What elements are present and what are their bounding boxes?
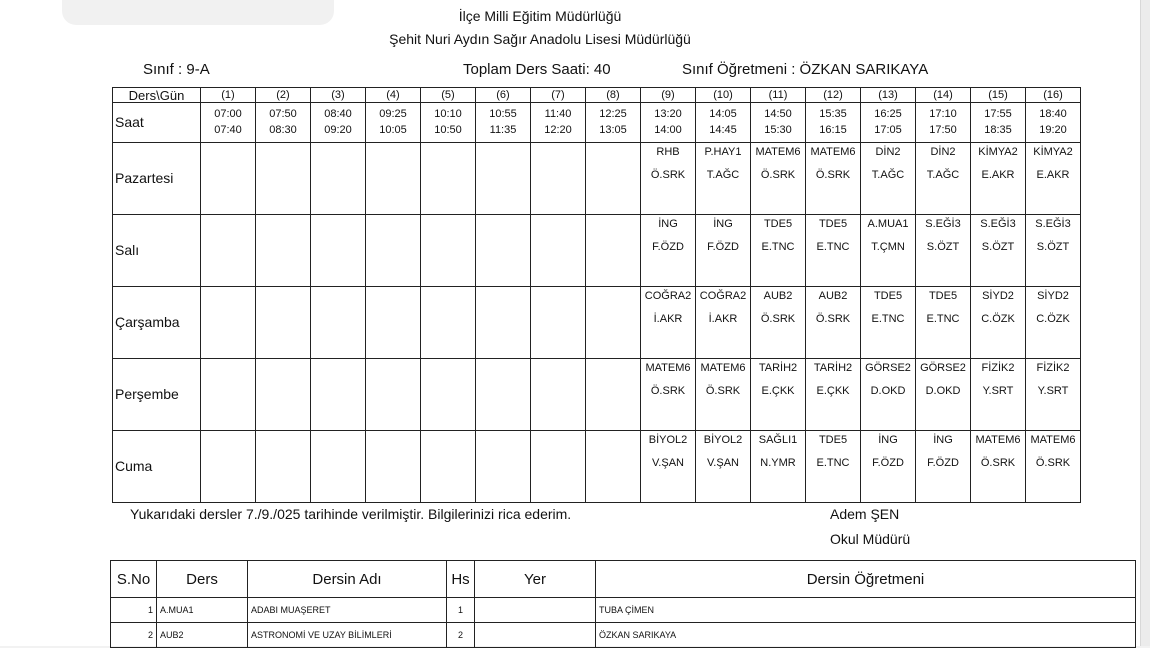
- lesson-code: TDE5: [818, 218, 848, 230]
- day-label: Cuma: [113, 431, 201, 503]
- lesson-cell: [751, 359, 806, 431]
- legend-name: ASTRONOMİ VE UZAY BİLİMLERİ: [248, 623, 447, 648]
- lesson-teacher: D.OKD: [870, 385, 906, 397]
- lesson-cell: [971, 215, 1026, 287]
- class-value: : 9-A: [178, 61, 210, 78]
- lesson-cell: [586, 359, 641, 431]
- lesson-teacher: F.ÖZD: [927, 457, 959, 469]
- lesson-teacher: E.AKR: [981, 169, 1015, 181]
- lesson-teacher: S.ÖZT: [981, 241, 1015, 253]
- period-number: (7): [531, 88, 586, 103]
- day-label: Pazartesi: [113, 143, 201, 215]
- time-label: Saat: [113, 103, 201, 143]
- lesson-code: KİMYA2: [978, 146, 1018, 158]
- class-label: Sınıf: [143, 61, 174, 78]
- legend-header-cell: Dersin Öğretmeni: [596, 561, 1136, 598]
- lesson-cell: [531, 359, 586, 431]
- lesson-code: İNG: [658, 218, 678, 230]
- legend-teacher: ÖZKAN SARIKAYA: [596, 623, 1136, 648]
- period-start: 14:05: [709, 108, 737, 120]
- total-hours-info: [463, 61, 611, 78]
- lesson-code: A.MUA1: [867, 218, 909, 230]
- lesson-cell: [201, 287, 256, 359]
- lesson-code: RHB: [656, 146, 680, 158]
- total-hours-label: Toplam Ders Saati: [463, 61, 586, 78]
- lesson-cell: [641, 431, 696, 503]
- legend-code: AUB2: [157, 623, 248, 648]
- lesson-cell: [806, 287, 861, 359]
- class-info: [143, 61, 210, 78]
- class-teacher-label: Sınıf Öğretmeni: [682, 61, 788, 78]
- period-start: 17:10: [929, 108, 957, 120]
- lesson-cell: [641, 143, 696, 215]
- period-time: [311, 103, 366, 143]
- period-time: [256, 103, 311, 143]
- lesson-cell: [586, 143, 641, 215]
- lesson-code: SİYD2: [982, 290, 1014, 302]
- day-row: [113, 359, 1081, 431]
- legend-hours: 1: [447, 598, 475, 623]
- period-number: (15): [971, 88, 1026, 103]
- period-number: (9): [641, 88, 696, 103]
- lesson-teacher: Ö.SRK: [760, 169, 796, 181]
- lesson-cell: [696, 359, 751, 431]
- lesson-code: P.HAY1: [704, 146, 742, 158]
- lesson-cell: [531, 431, 586, 503]
- lesson-cell: [916, 431, 971, 503]
- lesson-code: TDE5: [763, 218, 793, 230]
- class-teacher-info: [682, 61, 928, 78]
- lesson-cell: [971, 431, 1026, 503]
- lesson-teacher: V.ŞAN: [706, 457, 739, 469]
- period-time: [531, 103, 586, 143]
- period-start: 17:55: [984, 108, 1012, 120]
- footer-note: Yukarıdaki dersler 7./9./025 tarihinde verilmiştir. Bilgilerinizi rica ederim.: [130, 506, 572, 522]
- lesson-code: S.EĞİ3: [980, 218, 1016, 230]
- lesson-cell: [806, 215, 861, 287]
- lesson-code: S.EĞİ3: [925, 218, 961, 230]
- header-school: Şehit Nuri Aydın Sağır Anadolu Lisesi Müdürlüğü: [389, 31, 691, 47]
- period-start: 12:25: [599, 108, 627, 120]
- period-time: [641, 103, 696, 143]
- period-end: 14:45: [709, 124, 737, 136]
- lesson-code: COĞRA2: [699, 290, 747, 302]
- lesson-code: TARİH2: [758, 362, 798, 374]
- total-hours-value: : 40: [585, 61, 611, 78]
- day-label: Salı: [113, 215, 201, 287]
- lesson-code: FİZİK2: [981, 362, 1015, 374]
- day-label: Perşembe: [113, 359, 201, 431]
- day-row: [113, 287, 1081, 359]
- lesson-teacher: S.ÖZT: [926, 241, 960, 253]
- period-start: 11:40: [544, 108, 572, 120]
- lesson-cell: [476, 287, 531, 359]
- lesson-code: S.EĞİ3: [1035, 218, 1071, 230]
- lesson-cell: [696, 215, 751, 287]
- day-row: [113, 143, 1081, 215]
- lesson-cell: [421, 215, 476, 287]
- lesson-cell: [586, 215, 641, 287]
- lesson-teacher: Ö.SRK: [650, 169, 686, 181]
- lesson-code: TARİH2: [813, 362, 853, 374]
- lesson-cell: [641, 215, 696, 287]
- lesson-cell: [641, 287, 696, 359]
- class-teacher-value: : ÖZKAN SARIKAYA: [791, 61, 929, 78]
- lesson-teacher: İ.AKR: [653, 313, 683, 325]
- period-number: (13): [861, 88, 916, 103]
- lesson-code: GÖRSE2: [865, 362, 911, 374]
- lesson-teacher: E.TNC: [816, 457, 850, 469]
- legend-code: A.MUA1: [157, 598, 248, 623]
- lesson-code: İNG: [933, 434, 953, 446]
- lesson-teacher: E.TNC: [926, 313, 960, 325]
- lesson-code: MATEM6: [975, 434, 1021, 446]
- period-number: (10): [696, 88, 751, 103]
- lesson-teacher: C.ÖZK: [981, 313, 1015, 325]
- lesson-teacher: C.ÖZK: [1036, 313, 1070, 325]
- legend-header-cell: Hs: [447, 561, 475, 598]
- lesson-cell: [586, 431, 641, 503]
- lesson-cell: [1026, 143, 1081, 215]
- legend-no: 2: [111, 623, 157, 648]
- period-number: (16): [1026, 88, 1081, 103]
- lesson-cell: [311, 431, 366, 503]
- lesson-cell: [806, 359, 861, 431]
- lesson-cell: [256, 359, 311, 431]
- legend-teacher: TUBA ÇİMEN: [596, 598, 1136, 623]
- lesson-cell: [366, 359, 421, 431]
- legend-hours: 2: [447, 623, 475, 648]
- period-number: (8): [586, 88, 641, 103]
- lesson-teacher: Y.SRT: [982, 385, 1014, 397]
- period-number: (4): [366, 88, 421, 103]
- lesson-cell: [421, 359, 476, 431]
- lesson-teacher: F.ÖZD: [872, 457, 904, 469]
- legend-header-row: [111, 561, 1136, 598]
- lesson-cell: [806, 143, 861, 215]
- lesson-cell: [586, 287, 641, 359]
- lesson-cell: [1026, 431, 1081, 503]
- lesson-cell: [256, 143, 311, 215]
- lesson-code: AUB2: [763, 290, 793, 302]
- period-time: [476, 103, 531, 143]
- lesson-cell: [476, 215, 531, 287]
- period-end: 16:15: [819, 124, 847, 136]
- period-number: (6): [476, 88, 531, 103]
- period-end: 09:20: [324, 124, 352, 136]
- lesson-code: İNG: [713, 218, 733, 230]
- legend-row: [111, 598, 1136, 623]
- lesson-cell: [201, 431, 256, 503]
- lesson-teacher: Ö.SRK: [815, 313, 851, 325]
- period-time: [421, 103, 476, 143]
- period-end: 14:00: [654, 124, 682, 136]
- principal-name: Adem ŞEN: [830, 506, 900, 522]
- period-end: 10:50: [434, 124, 462, 136]
- lesson-teacher: N.YMR: [760, 457, 796, 469]
- period-end: 19:20: [1039, 124, 1067, 136]
- lesson-cell: [751, 431, 806, 503]
- lesson-teacher: Y.SRT: [1037, 385, 1069, 397]
- legend-header-cell: Ders: [157, 561, 248, 598]
- period-start: 10:10: [434, 108, 462, 120]
- period-time: [861, 103, 916, 143]
- lesson-cell: [861, 359, 916, 431]
- period-time: [916, 103, 971, 143]
- lesson-cell: [806, 431, 861, 503]
- lesson-teacher: E.ÇKK: [761, 385, 795, 397]
- lesson-cell: [916, 287, 971, 359]
- period-end: 17:50: [929, 124, 957, 136]
- lesson-code: AUB2: [818, 290, 848, 302]
- lesson-code: SİYD2: [1037, 290, 1069, 302]
- lesson-cell: [476, 359, 531, 431]
- period-time: [971, 103, 1026, 143]
- period-end: 12:20: [544, 124, 572, 136]
- lesson-cell: [861, 431, 916, 503]
- lesson-cell: [1026, 287, 1081, 359]
- period-start: 13:20: [654, 108, 682, 120]
- legend-place: [475, 598, 596, 623]
- period-end: 13:05: [599, 124, 627, 136]
- lesson-cell: [861, 287, 916, 359]
- period-time: [751, 103, 806, 143]
- lesson-cell: [971, 287, 1026, 359]
- period-time: [1026, 103, 1081, 143]
- lesson-code: KİMYA2: [1033, 146, 1073, 158]
- lesson-cell: [531, 215, 586, 287]
- schedule-table: [112, 87, 1081, 503]
- lesson-code: DİN2: [930, 146, 956, 158]
- period-end: 17:05: [874, 124, 902, 136]
- lesson-code: DİN2: [875, 146, 901, 158]
- period-start: 07:00: [214, 108, 242, 120]
- lesson-code: İNG: [878, 434, 898, 446]
- period-end: 08:30: [269, 124, 297, 136]
- period-start: 16:25: [874, 108, 902, 120]
- lesson-teacher: D.OKD: [925, 385, 961, 397]
- lesson-cell: [366, 143, 421, 215]
- lesson-code: MATEM6: [810, 146, 856, 158]
- period-start: 14:50: [764, 108, 792, 120]
- lesson-cell: [696, 287, 751, 359]
- lesson-cell: [971, 359, 1026, 431]
- lesson-teacher: Ö.SRK: [760, 313, 796, 325]
- period-time: [696, 103, 751, 143]
- period-number: (3): [311, 88, 366, 103]
- legend-header-cell: Yer: [475, 561, 596, 598]
- lesson-teacher: F.ÖZD: [652, 241, 684, 253]
- legend-header-cell: S.No: [111, 561, 157, 598]
- lesson-code: MATEM6: [700, 362, 746, 374]
- lesson-code: SAĞLI1: [758, 434, 798, 446]
- lesson-teacher: E.TNC: [761, 241, 795, 253]
- period-number-row: [113, 88, 1081, 103]
- legend-header-cell: Dersin Adı: [248, 561, 447, 598]
- period-start: 09:25: [379, 108, 407, 120]
- lesson-cell: [421, 287, 476, 359]
- lesson-cell: [916, 143, 971, 215]
- lesson-cell: [256, 215, 311, 287]
- lesson-cell: [696, 143, 751, 215]
- period-time: [806, 103, 861, 143]
- period-number: (5): [421, 88, 476, 103]
- lesson-teacher: S.ÖZT: [1036, 241, 1070, 253]
- lesson-cell: [751, 215, 806, 287]
- period-end: 07:40: [214, 124, 242, 136]
- principal-title: Okul Müdürü: [830, 531, 911, 547]
- page-edge: [1140, 0, 1150, 646]
- lesson-cell: [311, 143, 366, 215]
- lesson-teacher: E.AKR: [1036, 169, 1070, 181]
- lesson-cell: [201, 359, 256, 431]
- lesson-cell: [311, 287, 366, 359]
- period-number: (14): [916, 88, 971, 103]
- period-end: 10:05: [379, 124, 407, 136]
- lesson-cell: [531, 143, 586, 215]
- lesson-code: GÖRSE2: [920, 362, 966, 374]
- period-end: 18:35: [984, 124, 1012, 136]
- lesson-code: TDE5: [818, 434, 848, 446]
- lesson-cell: [256, 431, 311, 503]
- lesson-teacher: Ö.SRK: [705, 385, 741, 397]
- lesson-cell: [311, 359, 366, 431]
- period-end: 15:30: [764, 124, 792, 136]
- lesson-teacher: Ö.SRK: [980, 457, 1016, 469]
- lesson-code: MATEM6: [755, 146, 801, 158]
- lesson-code: COĞRA2: [644, 290, 692, 302]
- lesson-teacher: E.TNC: [816, 241, 850, 253]
- lesson-cell: [916, 215, 971, 287]
- course-legend-table: [110, 560, 1136, 648]
- lesson-cell: [641, 359, 696, 431]
- lesson-cell: [751, 287, 806, 359]
- lesson-cell: [696, 431, 751, 503]
- day-label: Çarşamba: [113, 287, 201, 359]
- lesson-cell: [311, 215, 366, 287]
- period-number: (1): [201, 88, 256, 103]
- lesson-cell: [476, 431, 531, 503]
- lesson-cell: [421, 143, 476, 215]
- legend-row: [111, 623, 1136, 648]
- lesson-code: BİYOL2: [703, 434, 743, 446]
- header-directorate: İlçe Milli Eğitim Müdürlüğü: [458, 8, 622, 24]
- lesson-teacher: E.ÇKK: [816, 385, 850, 397]
- lesson-cell: [531, 287, 586, 359]
- lesson-cell: [421, 431, 476, 503]
- lesson-cell: [366, 215, 421, 287]
- period-number: (2): [256, 88, 311, 103]
- lesson-cell: [971, 143, 1026, 215]
- legend-place: [475, 623, 596, 648]
- lesson-teacher: F.ÖZD: [707, 241, 739, 253]
- lesson-teacher: T.AĞC: [871, 169, 905, 181]
- lesson-cell: [201, 143, 256, 215]
- legend-name: ADABI MUAŞERET: [248, 598, 447, 623]
- lesson-teacher: T.AĞC: [706, 169, 740, 181]
- lesson-cell: [256, 287, 311, 359]
- lesson-cell: [1026, 359, 1081, 431]
- period-time-row: [113, 103, 1081, 143]
- period-end: 11:35: [489, 124, 517, 136]
- period-start: 18:40: [1039, 108, 1067, 120]
- lesson-code: FİZİK2: [1036, 362, 1070, 374]
- period-start: 08:40: [324, 108, 352, 120]
- lesson-code: MATEM6: [645, 362, 691, 374]
- lesson-cell: [861, 143, 916, 215]
- lesson-cell: [751, 143, 806, 215]
- lesson-teacher: Ö.SRK: [815, 169, 851, 181]
- day-row: [113, 431, 1081, 503]
- lesson-teacher: Ö.SRK: [1035, 457, 1071, 469]
- lesson-cell: [366, 287, 421, 359]
- lesson-teacher: Ö.SRK: [650, 385, 686, 397]
- period-time: [201, 103, 256, 143]
- period-number: (12): [806, 88, 861, 103]
- lesson-code: TDE5: [928, 290, 958, 302]
- period-time: [366, 103, 421, 143]
- lesson-cell: [916, 359, 971, 431]
- lesson-cell: [476, 143, 531, 215]
- period-start: 07:50: [269, 108, 297, 120]
- lesson-cell: [861, 215, 916, 287]
- lesson-code: TDE5: [873, 290, 903, 302]
- period-number: (11): [751, 88, 806, 103]
- lesson-teacher: T.ÇMN: [871, 241, 905, 253]
- lesson-teacher: T.AĞC: [926, 169, 960, 181]
- period-start: 10:55: [489, 108, 517, 120]
- day-row: [113, 215, 1081, 287]
- lesson-cell: [1026, 215, 1081, 287]
- lesson-cell: [366, 431, 421, 503]
- lesson-teacher: V.ŞAN: [651, 457, 684, 469]
- period-start: 15:35: [819, 108, 847, 120]
- lesson-teacher: İ.AKR: [708, 313, 738, 325]
- corner-label: Ders\Gün: [113, 88, 201, 103]
- period-time: [586, 103, 641, 143]
- lesson-code: MATEM6: [1030, 434, 1076, 446]
- lesson-code: BİYOL2: [648, 434, 688, 446]
- legend-no: 1: [111, 598, 157, 623]
- lesson-teacher: E.TNC: [871, 313, 905, 325]
- lesson-cell: [201, 215, 256, 287]
